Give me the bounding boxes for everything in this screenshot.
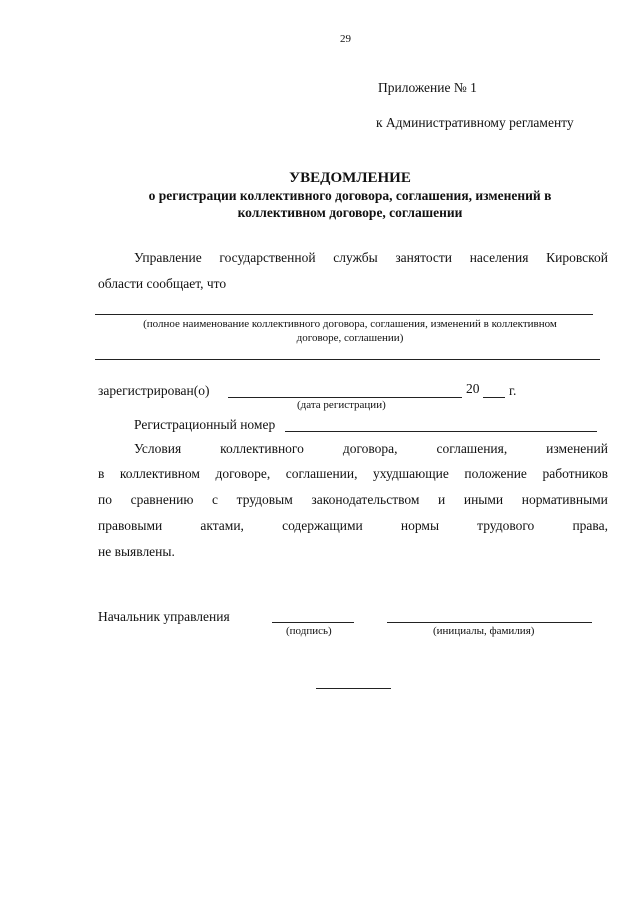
word: нормы bbox=[400, 518, 440, 533]
word: коллективного bbox=[220, 441, 304, 456]
signature-caption: (подпись) bbox=[286, 625, 332, 637]
word: соглашения, bbox=[436, 441, 508, 456]
signer-name-field bbox=[387, 622, 592, 623]
agreement-name-caption-line1: (полное наименование коллективного договора, соглашения, изменений в коллективном bbox=[143, 318, 557, 330]
conditions-line3 bbox=[98, 492, 608, 508]
intro-line1: Управление государственной службы занятости населения Кировской bbox=[134, 250, 608, 265]
page-number: 29 bbox=[340, 33, 351, 45]
conditions-line5: не выявлены. bbox=[98, 544, 175, 559]
registration-number-field bbox=[285, 431, 597, 432]
word: правовыми bbox=[98, 518, 163, 533]
word: сравнению bbox=[130, 492, 194, 507]
year-field bbox=[483, 397, 505, 398]
word: права, bbox=[572, 518, 608, 533]
conditions-line1 bbox=[134, 441, 608, 457]
year-prefix: 20 bbox=[466, 381, 480, 396]
conditions-line4 bbox=[98, 518, 608, 534]
word: Условия bbox=[134, 441, 182, 456]
intro-line2: области сообщает, что bbox=[98, 276, 227, 291]
word: трудового bbox=[477, 518, 535, 533]
appendix-number: Приложение № 1 bbox=[378, 80, 477, 95]
word: и bbox=[438, 492, 446, 507]
word: трудовым bbox=[236, 492, 293, 507]
signature-field bbox=[272, 622, 354, 623]
year-suffix: г. bbox=[509, 383, 517, 398]
signature-position-label: Начальник управления bbox=[98, 609, 230, 624]
word: содержащими bbox=[282, 518, 363, 533]
word: по bbox=[98, 492, 112, 507]
registered-label: зарегистрирован(о) bbox=[98, 383, 210, 398]
appendix-reference: к Административному регламенту bbox=[376, 115, 574, 130]
agreement-name-field-line2 bbox=[95, 359, 600, 360]
registration-date-caption: (дата регистрации) bbox=[297, 399, 386, 411]
word: изменений bbox=[546, 441, 608, 456]
word: актами, bbox=[200, 518, 244, 533]
end-divider bbox=[316, 688, 391, 689]
conditions-line2: в коллективном договоре, соглашении, ухудшающие положение работников bbox=[98, 466, 608, 481]
document-title: УВЕДОМЛЕНИЕ bbox=[289, 170, 411, 186]
agreement-name-field-line1 bbox=[95, 314, 593, 315]
signer-name-caption: (инициалы, фамилия) bbox=[433, 625, 535, 637]
agreement-name-caption-line2: договоре, соглашении) bbox=[296, 332, 404, 344]
word: нормативными bbox=[521, 492, 608, 507]
document-subtitle-line2: коллективном договоре, соглашении bbox=[237, 205, 463, 220]
registration-number-label: Регистрационный номер bbox=[134, 417, 276, 432]
word: с bbox=[212, 492, 219, 507]
registration-date-field bbox=[228, 397, 462, 398]
word: иными bbox=[463, 492, 504, 507]
document-subtitle-line1: о регистрации коллективного договора, соглашения, изменений в bbox=[148, 188, 552, 203]
word: законодательством bbox=[311, 492, 420, 507]
word: договора, bbox=[342, 441, 398, 456]
